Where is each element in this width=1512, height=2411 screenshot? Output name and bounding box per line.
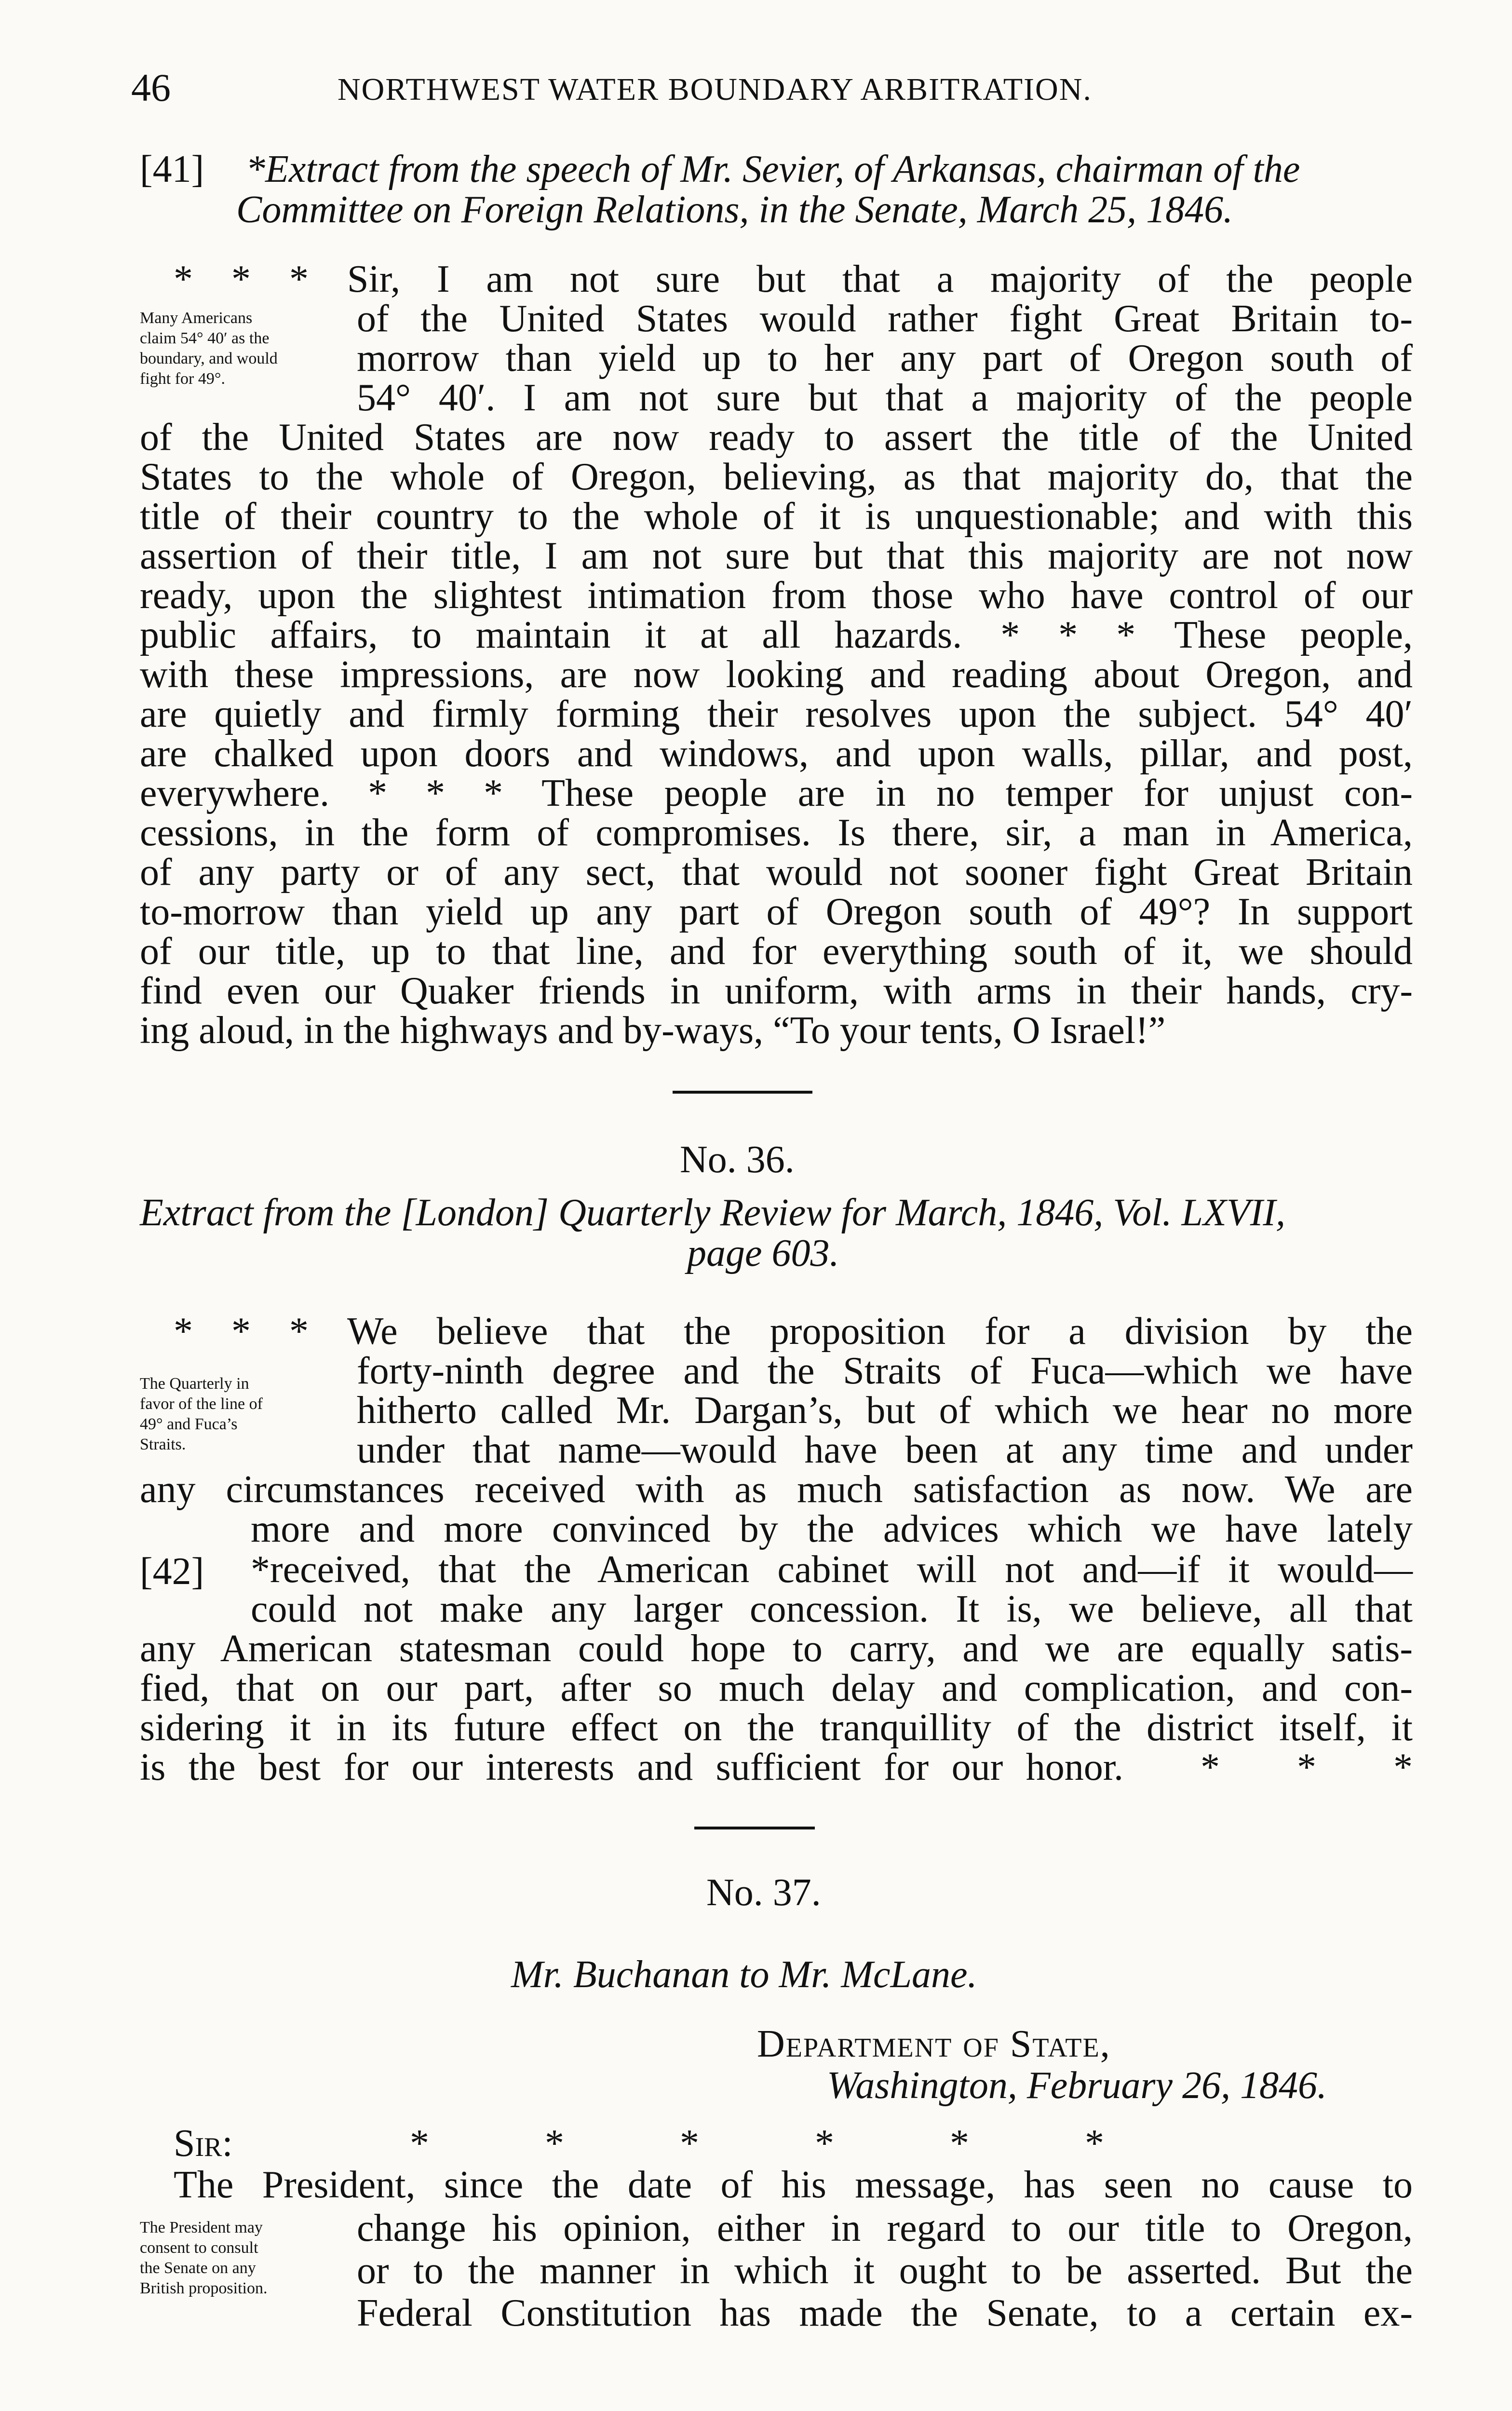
body-line: any circumstances received with as much satisfaction as now. We are — [140, 1468, 1413, 1511]
body-line: under that name—would have been at any time and under — [357, 1429, 1413, 1471]
body-line: ing aloud, in the highways and by-ways, “To your tents, O Israel!” — [140, 1009, 1166, 1052]
body-line: of any party or of any sect, that would not sooner fight Great Britain — [140, 851, 1413, 894]
margin-note-line: Straits. — [140, 1436, 186, 1453]
body-line: change his opinion, either in regard to our title to Oregon, — [357, 2207, 1413, 2249]
body-line: are quietly and firmly forming their resolves upon the subject. 54° 40′ — [140, 693, 1413, 735]
margin-note-line: fight for 49°. — [140, 370, 225, 388]
body-line: cessions, in the form of compromises. Is there, sir, a man in America, — [140, 812, 1413, 854]
margin-note-line: the Senate on any — [140, 2259, 256, 2277]
margin-note-line: British proposition. — [140, 2279, 268, 2297]
body-line: with these impressions, are now looking and reading about Oregon, and — [140, 653, 1413, 696]
body-line: assertion of their title, I am not sure but that this majority are not now — [140, 535, 1413, 577]
body-line: Federal Constitution has made the Senate, to a certain ex- — [357, 2292, 1413, 2334]
document-number: No. 36. — [680, 1138, 795, 1181]
body-line: any American statesman could hope to carry, and we are equally satis- — [140, 1627, 1413, 1670]
section1-heading-line2: Committee on Foreign Relations, in the Senate, March 25, 1846. — [236, 189, 1233, 231]
body-line: fied, that on our part, after so much delay and complication, and con- — [140, 1667, 1413, 1709]
body-line: could not make any larger concession. It is, we believe, all that — [251, 1588, 1413, 1630]
margin-note-line: boundary, and would — [140, 350, 278, 367]
body-line: hitherto called Mr. Dargan’s, but of which we hear no more — [357, 1389, 1413, 1432]
margin-note-line: favor of the line of — [140, 1395, 263, 1413]
body-line: of the United States would rather fight Great Britain to- — [357, 298, 1413, 340]
section-divider — [694, 1827, 815, 1829]
section1-heading-line1: *Extract from the speech of Mr. Sevier, of Arkansas, chairman of the — [246, 148, 1300, 190]
body-line: are chalked upon doors and windows, and upon walls, pillar, and post, — [140, 732, 1413, 775]
running-title: NORTHWEST WATER BOUNDARY ARBITRATION. — [338, 72, 1092, 107]
margin-note-line: claim 54° 40′ as the — [140, 329, 270, 347]
margin-note-line: consent to consult — [140, 2239, 258, 2257]
section2-heading-line1: Extract from the [London] Quarterly Review for March, 1846, Vol. LXVII, — [140, 1192, 1286, 1234]
body-line: or to the manner in which it ought to be asserted. But the — [357, 2249, 1413, 2292]
dateline: Washington, February 26, 1846. — [827, 2064, 1327, 2107]
department-line: Department of State, — [757, 2023, 1111, 2065]
section2-heading-line2: page 603. — [687, 1232, 839, 1274]
body-line: 54° 40′. I am not sure but that a majority of the people — [357, 377, 1413, 419]
body-line: of our title, up to that line, and for everything south of it, we should — [140, 930, 1413, 973]
body-line: morrow than yield up to her any part of Oregon south of — [357, 337, 1413, 379]
margin-note-line: Many Americans — [140, 309, 253, 327]
body-line: ready, upon the slightest intimation from those who have control of our — [140, 574, 1413, 617]
body-line: more and more convinced by the advices which we have lately — [251, 1508, 1413, 1550]
body-line: to-morrow than yield up any part of Oregon south of 49°? In support — [140, 891, 1413, 933]
body-line: is the best for our interests and sufficient for our honor. * * * — [140, 1746, 1413, 1788]
body-line: of the United States are now ready to assert the title of the United — [140, 416, 1413, 459]
body-line: *received, that the American cabinet will not and—if it would— — [251, 1548, 1413, 1591]
salutation: Sir: — [174, 2122, 233, 2165]
body-line: * * * Sir, I am not sure but that a majority of the people — [174, 258, 1413, 300]
body-line: everywhere. * * * These people are in no temper for unjust con- — [140, 772, 1413, 814]
page-number: 46 — [131, 66, 171, 109]
document-number: No. 37. — [706, 1871, 821, 1914]
body-line: forty-ninth degree and the Straits of Fuca—which we have — [357, 1350, 1413, 1392]
page-marker-41: [41] — [140, 148, 204, 190]
body-line: * * * We believe that the proposition for a division by the — [174, 1310, 1413, 1353]
body-line: The President, since the date of his message, has seen no cause to — [174, 2164, 1413, 2206]
section-divider — [673, 1091, 812, 1094]
body-line: sidering it in its future effect on the tranquillity of the district itself, it — [140, 1707, 1413, 1749]
body-line: States to the whole of Oregon, believing, as that majority do, that the — [140, 456, 1413, 498]
page-marker-42: [42] — [140, 1550, 204, 1593]
body-line: public affairs, to maintain it at all hazards. * * * These people, — [140, 614, 1413, 656]
margin-note-line: The Quarterly in — [140, 1375, 249, 1393]
letter-heading: Mr. Buchanan to Mr. McLane. — [511, 1953, 977, 1996]
margin-note-line: The President may — [140, 2219, 263, 2236]
body-line: find even our Quaker friends in uniform, with arms in their hands, cry- — [140, 970, 1413, 1012]
margin-note-line: 49° and Fuca’s — [140, 1415, 238, 1433]
body-line: title of their country to the whole of it is unquestionable; and with this — [140, 495, 1413, 538]
salutation-stars: * * * * * * — [410, 2122, 1104, 2165]
